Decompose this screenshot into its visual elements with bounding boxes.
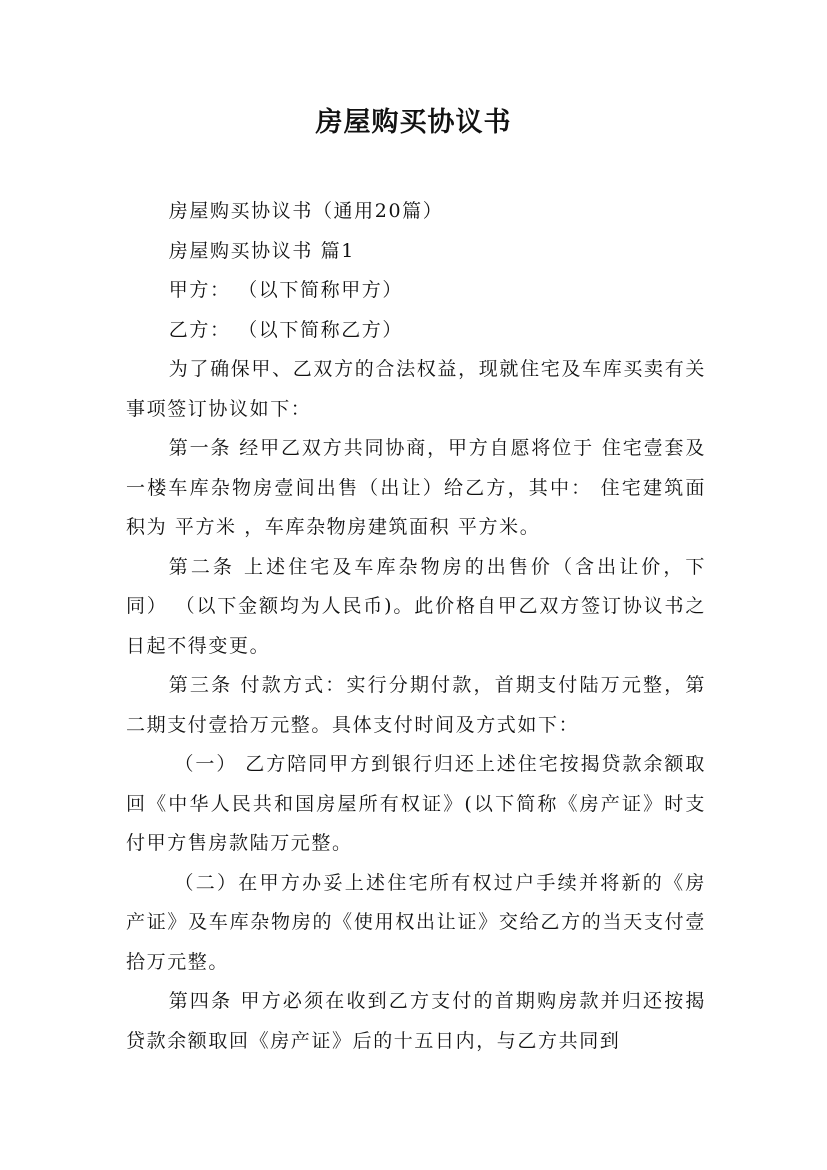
paragraph-party-a: 甲方： （以下简称甲方） bbox=[168, 279, 403, 301]
paragraph-section-heading: 房屋购买协议书 篇1 bbox=[168, 239, 355, 262]
paragraph-party-b: 乙方： （以下简称乙方） bbox=[168, 318, 403, 341]
paragraph-subtitle: 房屋购买协议书（通用20篇） bbox=[168, 200, 444, 222]
paragraph-article-1: 第一条 经甲乙双方共同协商，甲方自愿将位于 住宅壹套及一楼车库杂物房壹间出售（出让）给乙方，其中： 住宅建筑面积为 平方米 ，车库杂物房建筑面积 平方米。 bbox=[126, 437, 706, 538]
paragraph-item-1: （一） 乙方陪同甲方到银行归还上述住宅按揭贷款余额取回《中华人民共和国房屋所有权证》(以下简称《房产证》时支付甲方售房款陆万元整。 bbox=[126, 753, 706, 854]
paragraph-preamble: 为了确保甲、乙双方的合法权益，现就住宅及车库买卖有关事项签订协议如下： bbox=[126, 358, 706, 420]
paragraph-article-2: 第二条 上述住宅及车库杂物房的出售价（含出让价，下同） （以下金额均为人民币)。此价格自甲乙双方签订协议书之日起不得变更。 bbox=[126, 555, 706, 657]
paragraph-item-2: （二）在甲方办妥上述住宅所有权过户手续并将新的《房产证》及车库杂物房的《使用权出让证》交给乙方的当天支付壹拾万元整。 bbox=[126, 871, 706, 973]
paragraph-article-4: 第四条 甲方必须在收到乙方支付的首期购房款并归还按揭贷款余额取回《房产证》后的十五日内，与乙方共同到 bbox=[126, 990, 706, 1052]
document-body bbox=[126, 192, 706, 1061]
paragraph-article-3: 第三条 付款方式：实行分期付款，首期支付陆万元整，第二期支付壹拾万元整。具体支付时间及方式如下： bbox=[126, 674, 706, 736]
document-title: 房屋购买协议书 bbox=[315, 107, 512, 138]
